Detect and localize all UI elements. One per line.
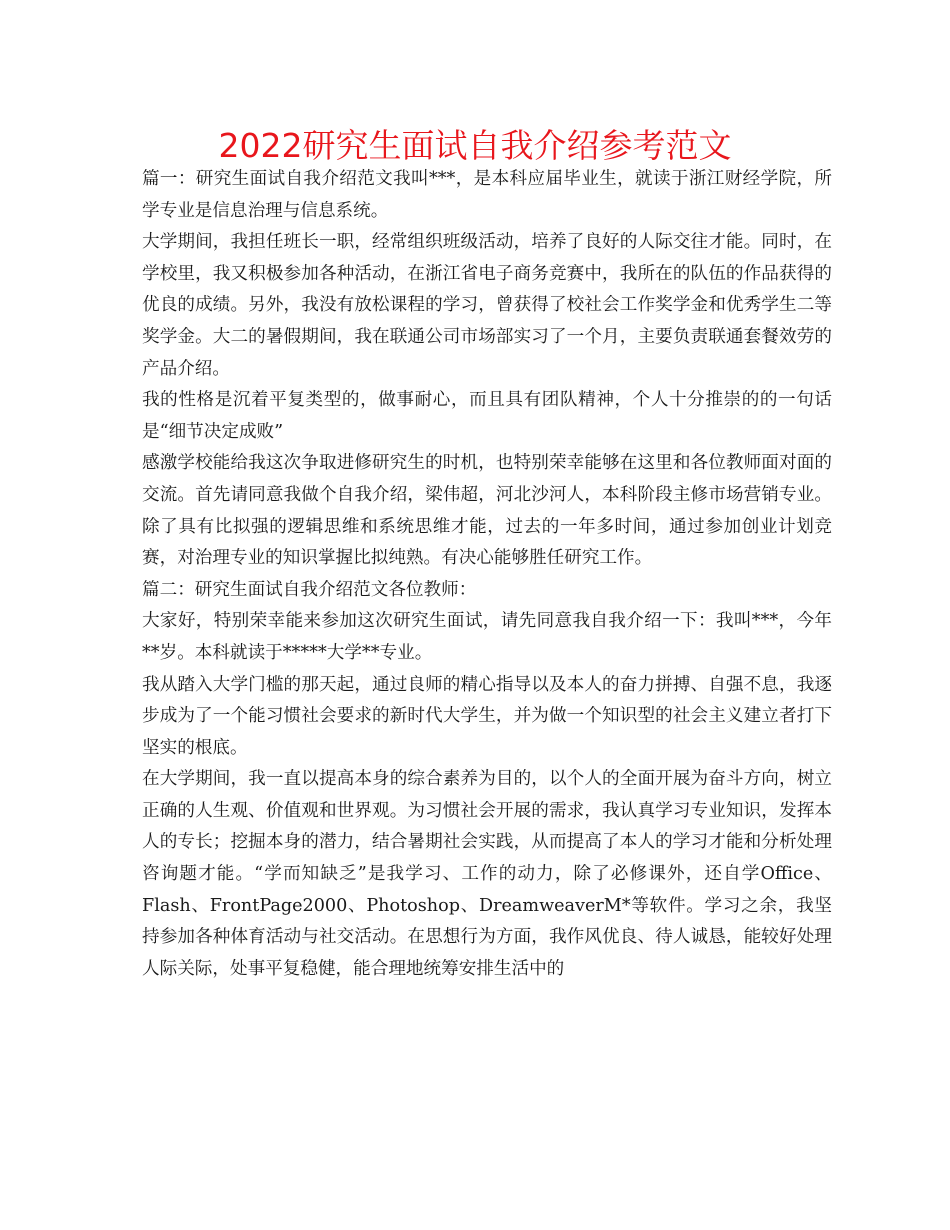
document-title: 2022研究生面试自我介绍参考范文 xyxy=(218,126,732,165)
paragraph-section-one-intro: 篇一：研究生面试自我介绍范文我叫***，是本科应届毕业生，就读于浙江财经学院，所学专业是信息治理与信息系统。 xyxy=(142,169,832,221)
paragraph-section-two-heading: 篇二：研究生面试自我介绍范文各位教师： xyxy=(142,579,477,600)
paragraph-personality: 我的性格是沉着平复类型的，做事耐心，而且具有团队精神，个人十分推崇的的一句话是“细节决定成败” xyxy=(142,390,832,442)
paragraph-growth: 我从踏入大学门槛的那天起，通过良师的精心指导以及本人的奋力拼搏、自强不息，我逐步成为了一个能习惯社会要求的新时代大学生，并为做一个知识型的社会主义建立者打下坚实的根底。 xyxy=(142,674,832,758)
paragraph-gratitude: 感激学校能给我这次争取进修研究生的时机，也特别荣幸能够在这里和各位教师面对面的交流。首先请同意我做个自我介绍，梁伟超，河北沙河人，本科阶段主修市场营销专业。除了具有比拟强的逻辑思维和系统思维才能，过去的一年多时间，通过参加创业计划竞赛，对治理专业的知识掌握比拟纯熟。有决心能够胜任研究工作。 xyxy=(142,453,832,569)
document-body xyxy=(142,164,832,985)
paragraph-study-life: 在大学期间，我一直以提高本身的综合素养为目的，以个人的全面开展为奋斗方向，树立正确的人生观、价值观和世界观。为习惯社会开展的需求，我认真学习专业知识，发挥本人的专长；挖掘本身的潜力，结合暑期社会实践，从而提高了本人的学习才能和分析处理咨询题才能。“学而知缺乏”是我学习、工作的动力，除了必修课外，还自学Office、Flash、FrontPage2000、Photoshop、DreamweaverM*等软件。学习之余，我坚持参加各种体育活动与社交活动。在思想行为方面，我作风优良、待人诚恳，能较好处理人际关际，处事平复稳健，能合理地统筹安排生活中的 xyxy=(142,769,832,979)
paragraph-greeting: 大家好，特别荣幸能来参加这次研究生面试，请先同意我自我介绍一下：我叫***，今年**岁。本科就读于*****大学**专业。 xyxy=(142,611,832,663)
paragraph-university-period: 大学期间，我担任班长一职，经常组织班级活动，培养了良好的人际交往才能。同时，在学校里，我又积极参加各种活动，在浙江省电子商务竞赛中，我所在的队伍的作品获得的优良的成绩。另外，我没有放松课程的学习，曾获得了校社会工作奖学金和优秀学生二等奖学金。大二的暑假期间，我在联通公司市场部实习了一个月，主要负责联通套餐效劳的产品介绍。 xyxy=(142,232,832,379)
